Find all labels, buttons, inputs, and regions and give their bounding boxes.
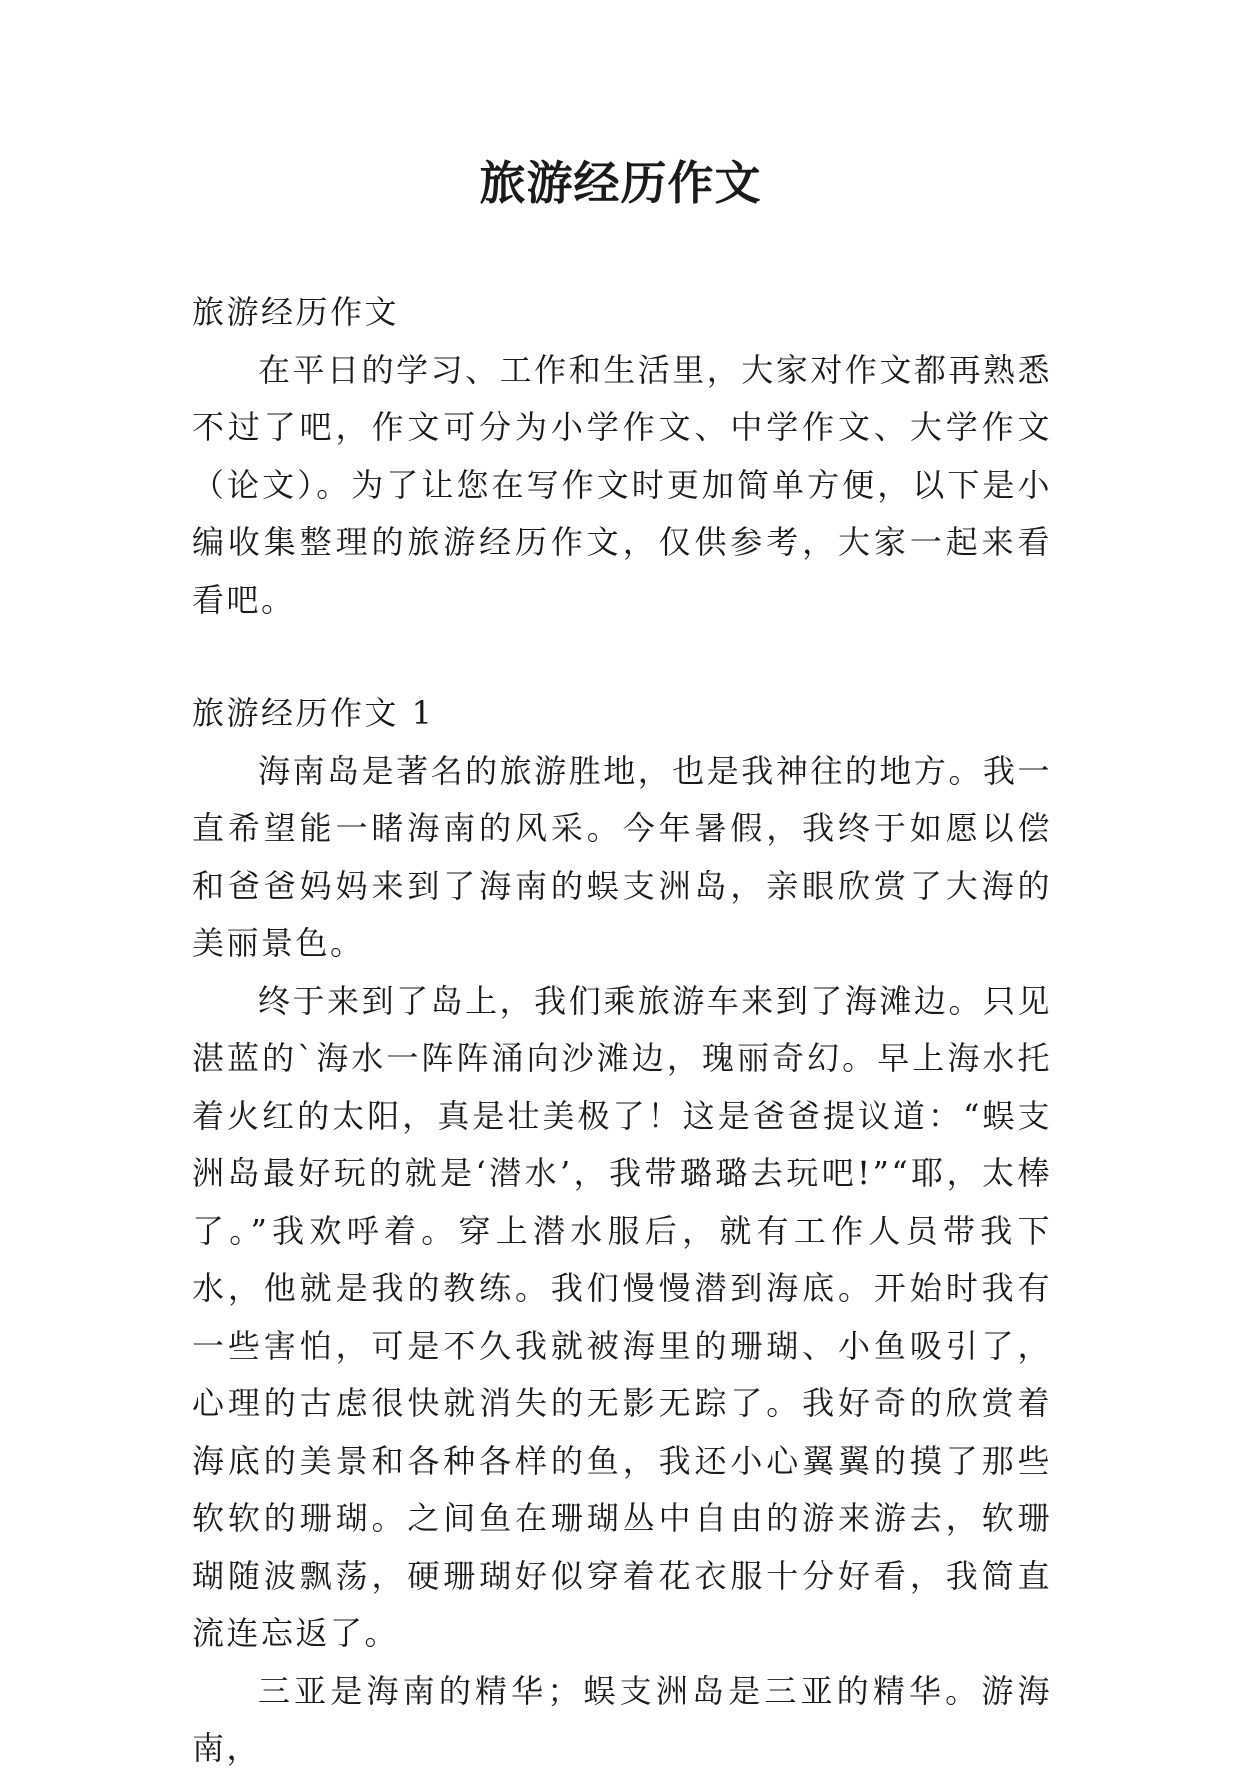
section-paragraph: 三亚是海南的精华；蜈支洲岛是三亚的精华。游海南，: [192, 1671, 1052, 1767]
section-heading: 旅游经历作文 1: [192, 694, 435, 732]
document-body: [192, 284, 1052, 1778]
section-spacer: [192, 629, 1052, 685]
section-paragraph: 海南岛是著名的旅游胜地，也是我神往的地方。我一直希望能一睹海南的风采。今年暑假，我终于如愿以偿和爸爸妈妈来到了海南的蜈支洲岛，亲眼欣赏了大海的美丽景色。: [192, 751, 1052, 962]
document-title: 旅游经历作文: [479, 156, 762, 210]
intro-heading: 旅游经历作文: [192, 293, 400, 331]
intro-paragraph: 在平日的学习、工作和生活里，大家对作文都再熟悉不过了吧，作文可分为小学作文、中学作文、大学作文（论文）。为了让您在写作文时更加简单方便，以下是小编收集整理的旅游经历作文，仅供参考，大家一起来看看吧。: [192, 350, 1052, 619]
section-paragraph: 终于来到了岛上，我们乘旅游车来到了海滩边。只见湛蓝的`海水一阵阵涌向沙滩边，瑰丽奇幻。早上海水托着火红的太阳，真是壮美极了！这是爸爸提议道：“蜈支洲岛最好玩的就是‘潜水’，我带璐璐去玩吧!”“耶，太棒了。”我欢呼着。穿上潜水服后，就有工作人员带我下水，他就是我的教练。我们慢慢潜到海底。开始时我有一些害怕，可是不久我就被海里的珊瑚、小鱼吸引了，心理的古虑很快就消失的无影无踪了。我好奇的欣赏着海底的美景和各种各样的鱼，我还小心翼翼的摸了那些软软的珊瑚。之间鱼在珊瑚丛中自由的游来游去，软珊瑚随波飘荡，硬珊瑚好似穿着花衣服十分好看，我简直流连忘返了。: [192, 981, 1052, 1652]
